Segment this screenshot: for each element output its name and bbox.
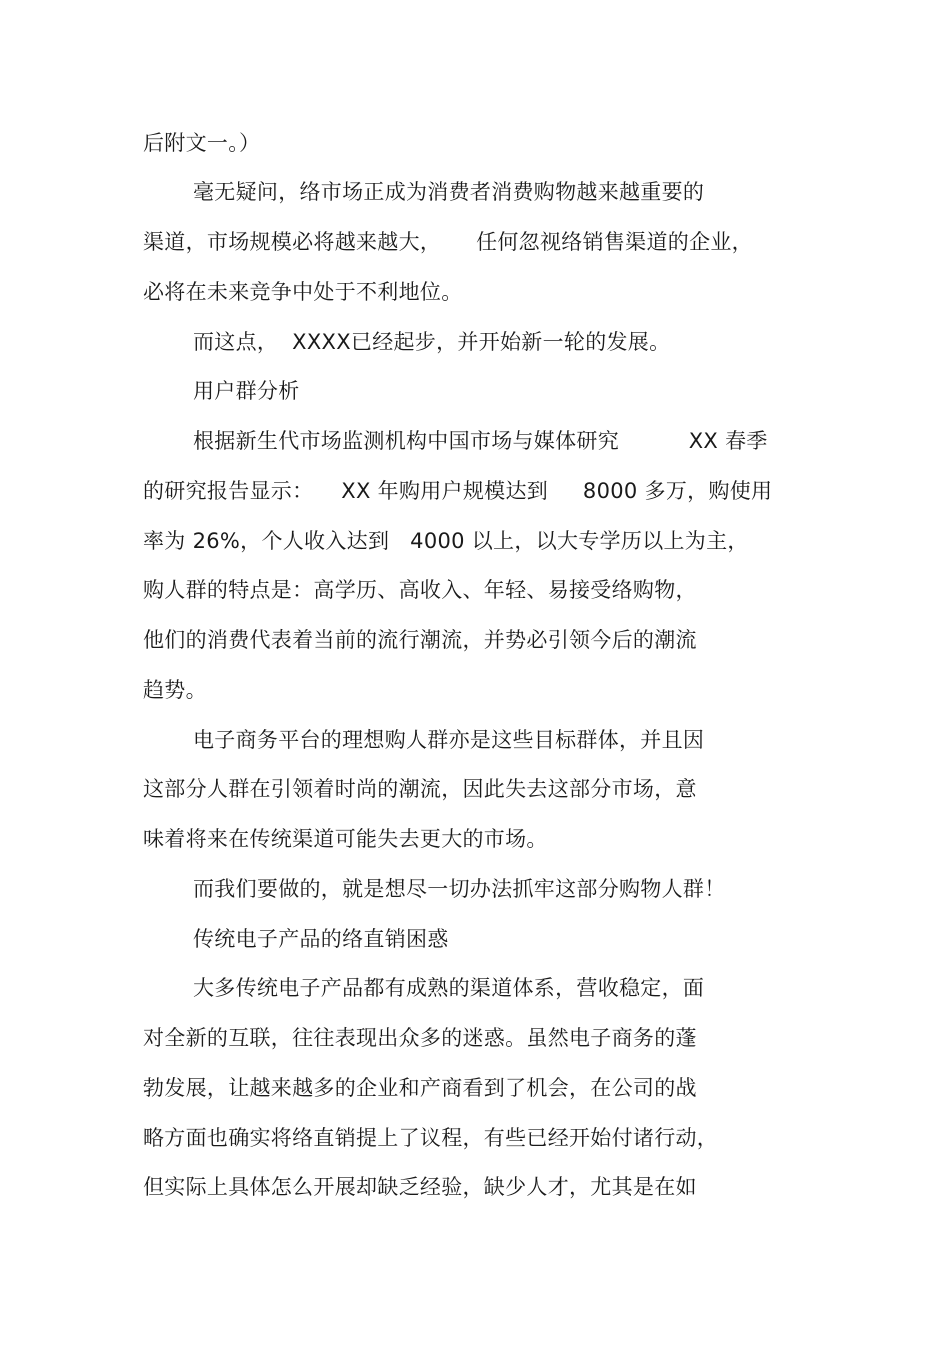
text-line-21: 略方面也确实将络直销提上了议程，有些已经开始付诸行动，: [143, 1126, 719, 1150]
text-line-2: 毫无疑问，络市场正成为消费者消费购物越来越重要的: [193, 180, 705, 204]
text-line-19: 对全新的互联，往往表现出众多的迷惑。虽然电子商务的蓬: [143, 1026, 697, 1050]
text-line-15: 味着将来在传统渠道可能失去更大的市场。: [143, 827, 548, 851]
text-line-5: 而这点， XXXX已经起步，并开始新一轮的发展。: [193, 330, 671, 354]
text-line-22: 但实际上具体怎么开展却缺乏经验，缺少人才，尤其是在如: [143, 1175, 697, 1199]
text-line-3: 渠道，市场规模必将越来越大， 任何忽视络销售渠道的企业，: [143, 230, 753, 254]
text-line-9: 率为 26%，个人收入达到 4000 以上，以大专学历以上为主，: [143, 529, 749, 553]
text-line-13: 电子商务平台的理想购人群亦是这些目标群体，并且因: [193, 728, 705, 752]
text-line-7: 根据新生代市场监测机构中国市场与媒体研究 XX 春季: [193, 429, 768, 453]
text-line-16: 而我们要做的，就是想尽一切办法抓牢这部分购物人群！: [193, 877, 726, 901]
text-line-11: 他们的消费代表着当前的流行潮流，并势必引领今后的潮流: [143, 628, 697, 652]
text-line-4: 必将在未来竞争中处于不利地位。: [143, 280, 463, 304]
text-line-20: 勃发展，让越来越多的企业和产商看到了机会，在公司的战: [143, 1076, 697, 1100]
text-line-10: 购人群的特点是：高学历、高收入、年轻、易接受络购物，: [143, 578, 697, 602]
section-heading-user-analysis: 用户群分析: [193, 379, 300, 403]
text-line-12: 趋势。: [143, 678, 207, 702]
text-line-1: 后附文一。）: [143, 131, 261, 155]
section-heading-direct-sales: 传统电子产品的络直销困惑: [193, 927, 449, 951]
text-line-18: 大多传统电子产品都有成熟的渠道体系，营收稳定，面: [193, 976, 705, 1000]
text-line-14: 这部分人群在引领着时尚的潮流，因此失去这部分市场，意: [143, 777, 697, 801]
text-line-8: 的研究报告显示： XX 年购用户规模达到 8000 多万，购使用: [143, 479, 773, 503]
